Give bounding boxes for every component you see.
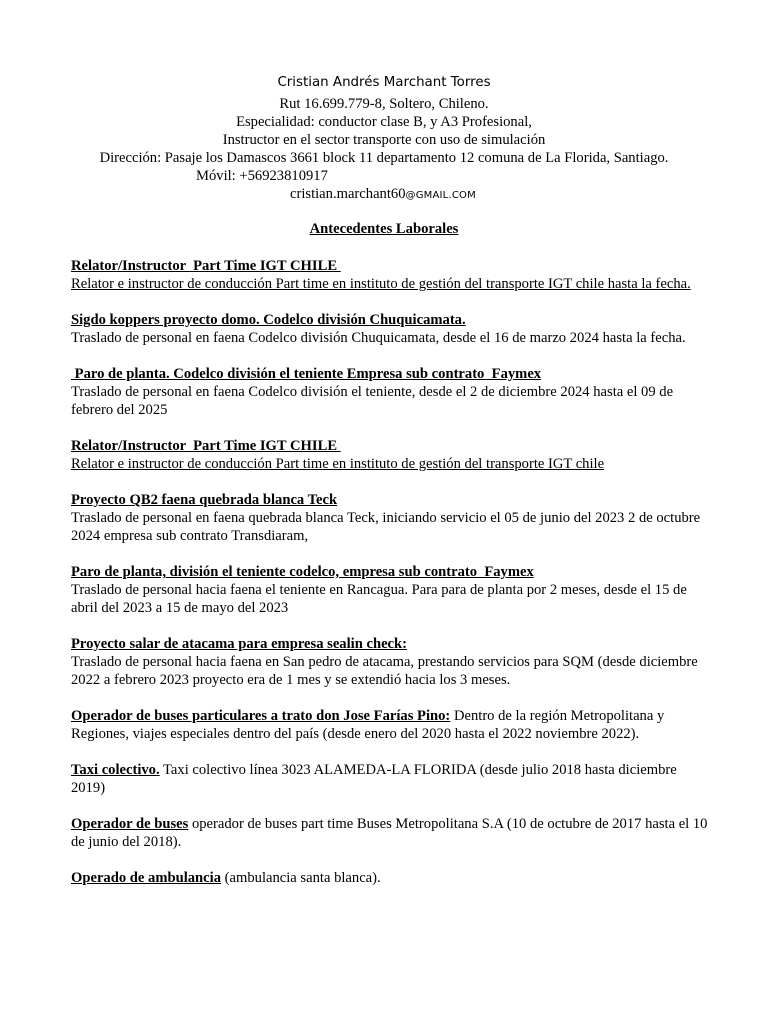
job-entry [71,257,711,293]
job-entry [71,437,711,473]
job-title: Operador de buses particulares a trato don Jose Farías Pino: [71,708,451,724]
job-title: Relator/Instructor Part Time IGT CHILE [71,258,341,274]
job-list [71,257,711,905]
cv-header [0,74,768,205]
job-title: Relator/Instructor Part Time IGT CHILE [71,438,341,454]
job-entry [71,869,711,887]
address-line: Dirección: Pasaje los Damascos 3661 block 11 departamento 12 comuna de La Florida, Santiago. [99,150,669,166]
job-description: Traslado de personal en faena Codelco división el teniente, desde el 2 de diciembre 2024 hasta el 09 de febrero del 2025 [71,384,674,418]
job-description: Traslado de personal hacia faena el teniente en Rancagua. Para para de planta por 2 meses, desde el 15 de abril del 2023 a 15 de mayo del 2023 [71,582,687,616]
job-entry [71,311,711,347]
job-entry [71,365,711,419]
email-domain: @GMAIL.COM [405,190,476,201]
job-entry [71,761,711,797]
instructor-line: Instructor en el sector transporte con uso de simulación [222,132,546,148]
job-description: Traslado de personal hacia faena en San pedro de atacama, prestando servicios para SQM (desde diciembre 2022 a febrero 2023 proyecto era de 1 mes y se extendió hacia los 3 meses. [71,654,698,688]
section-title: Antecedentes Laborales [309,221,459,237]
job-description: Relator e instructor de conducción Part time en instituto de gestión del transporte IGT chile hasta la fecha. [71,276,691,292]
job-title: Operador de buses [71,816,189,832]
job-title: Proyecto salar de atacama para empresa sealin check: [71,636,407,652]
rut-line: Rut 16.699.779-8, Soltero, Chileno. [279,96,489,112]
candidate-name: Cristian Andrés Marchant Torres [277,75,491,90]
job-entry [71,815,711,851]
job-description: operador de buses part time Buses Metropolitana S.A (10 de octubre de 2017 hasta el 10 de junio del 2018). [71,816,708,850]
job-title: Sigdo koppers proyecto domo. Codelco división Chuquicamata. [71,312,466,328]
job-entry [71,635,711,689]
job-entry [71,707,711,743]
job-title: Paro de planta, división el teniente codelco, empresa sub contrato Faymex [71,564,534,580]
job-entry [71,563,711,617]
job-entry [71,491,711,545]
especialidad-line: Especialidad: conductor clase B, y A3 Profesional, [236,114,532,130]
email-line [0,185,768,205]
job-description: Traslado de personal en faena Codelco división Chuquicamata, desde el 16 de marzo 2024 hasta la fecha. [71,330,686,346]
job-description: Dentro de la región Metropolitana y Regiones, viajes especiales dentro del país (desde enero del 2020 hasta el 2022 noviembre 2022). [71,708,665,742]
job-description: Taxi colectivo línea 3023 ALAMEDA-LA FLORIDA (desde julio 2018 hasta diciembre 2019) [71,762,677,796]
job-description: Traslado de personal en faena quebrada blanca Teck, iniciando servicio el 05 de junio del 2023 2 de octubre 2024 empresa sub contrato Transdiaram, [71,510,701,544]
job-title: Paro de planta. Codelco división el teniente Empresa sub contrato Faymex [71,366,542,382]
job-description: Relator e instructor de conducción Part time en instituto de gestión del transporte IGT chile [71,456,605,472]
job-title: Proyecto QB2 faena quebrada blanca Teck [71,492,338,508]
job-title: Taxi colectivo. [71,762,160,778]
email-user: cristian.marchant60 [290,186,406,202]
phone-line: Móvil: +56923810917 [196,168,328,184]
job-description: (ambulancia santa blanca). [221,870,381,886]
job-title: Operado de ambulancia [71,870,222,886]
